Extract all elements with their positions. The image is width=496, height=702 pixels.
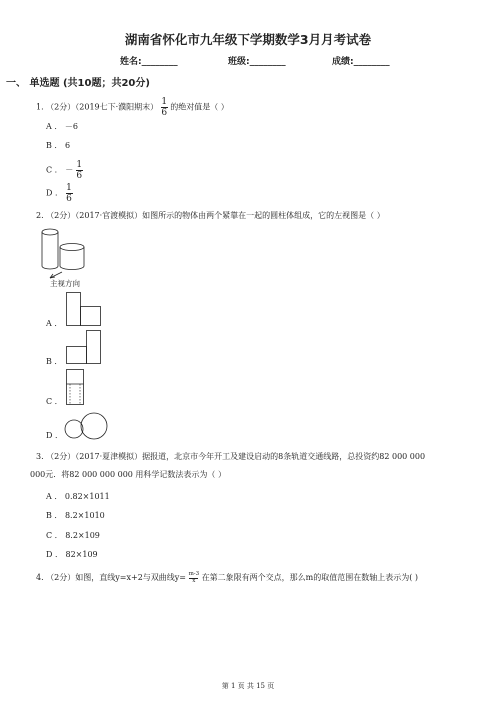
fraction-numerator: 1 xyxy=(76,160,83,170)
option-d-fraction xyxy=(66,184,73,203)
figure-caption: 主视方向 xyxy=(50,279,80,288)
fraction-denominator: x xyxy=(192,578,196,584)
question-4-stem xyxy=(36,572,418,584)
question-1-stem-suffix: 的绝对值是（ ） xyxy=(170,102,229,112)
option-d-view-icon xyxy=(64,412,110,440)
name-field-label: 姓名:________ xyxy=(120,57,178,67)
question-3-option-b[interactable]: B ． 8.2×1010 xyxy=(46,511,105,520)
option-c-fraction xyxy=(76,161,83,180)
question-2-option-d[interactable]: D ． xyxy=(46,431,63,440)
question-2-stem: 2. （2分）（2017·官渡模拟）如图所示的物体由两个紧靠在一起的圆柱体组成，它的左视图是（ ） xyxy=(36,211,385,220)
class-field-label: 班级:________ xyxy=(228,57,286,67)
question-1-option-b[interactable]: B ． 6 xyxy=(46,141,71,150)
question-3-stem-line-2: 000元．将82 000 000 000 用科学记数法表示为（ ） xyxy=(30,470,226,479)
question-4-stem-prefix: 4. （2分）如图，直线y=x+2与双曲线y= xyxy=(36,573,187,582)
question-1-option-a[interactable]: A ． －6 xyxy=(46,122,78,131)
question-3-option-c[interactable]: C ． 8.2×109 xyxy=(46,531,100,540)
question-1-stem-prefix: 1. （2分）（2019七下·濮阳期末） xyxy=(36,102,159,112)
page-footer: 第 1 页 共 15 页 xyxy=(221,682,275,690)
fraction-numerator: 1 xyxy=(161,97,168,107)
fraction-denominator: 6 xyxy=(161,108,168,118)
question-4-stem-suffix: 在第二象限有两个交点，那么m的取值范围在数轴上表示为( ) xyxy=(201,573,419,582)
option-a-view-icon xyxy=(66,292,102,326)
option-b-view-icon xyxy=(66,330,102,364)
fraction-denominator: 6 xyxy=(76,171,83,181)
question-1-stem xyxy=(36,98,229,117)
option-c-label: C ． － xyxy=(46,165,74,175)
question-2-option-c[interactable]: C ． xyxy=(46,397,63,406)
page-title: 湖南省怀化市九年级下学期数学3月月考试卷 xyxy=(124,32,372,47)
question-4-fraction xyxy=(189,572,200,584)
question-1-fraction xyxy=(161,98,168,117)
question-1-option-d[interactable] xyxy=(46,184,73,203)
fraction-numerator: 1 xyxy=(66,183,72,193)
question-3-option-a[interactable]: A ． 0.82×1011 xyxy=(46,492,110,501)
option-d-label: D ． xyxy=(46,188,63,198)
option-c-view-icon xyxy=(66,369,86,405)
question-3-option-d[interactable]: D ． 82×109 xyxy=(46,550,98,559)
question-2-option-a[interactable]: A ． xyxy=(46,319,63,328)
fraction-denominator: 6 xyxy=(66,194,72,204)
question-2-option-b[interactable]: B ． xyxy=(46,357,63,366)
score-field-label: 成绩:________ xyxy=(332,57,390,67)
cylinders-figure xyxy=(40,226,100,278)
fraction-numerator: m-3 xyxy=(188,571,200,577)
question-1-option-c[interactable] xyxy=(46,161,83,180)
section-heading: 一、 单选题 (共10题；共20分) xyxy=(6,78,150,89)
question-3-stem-line-1: 3. （2分）（2017·夏津模拟）据报道，北京市今年开工及建设启动的8条轨道交通线路，总投资约82 000 000 xyxy=(36,452,426,461)
